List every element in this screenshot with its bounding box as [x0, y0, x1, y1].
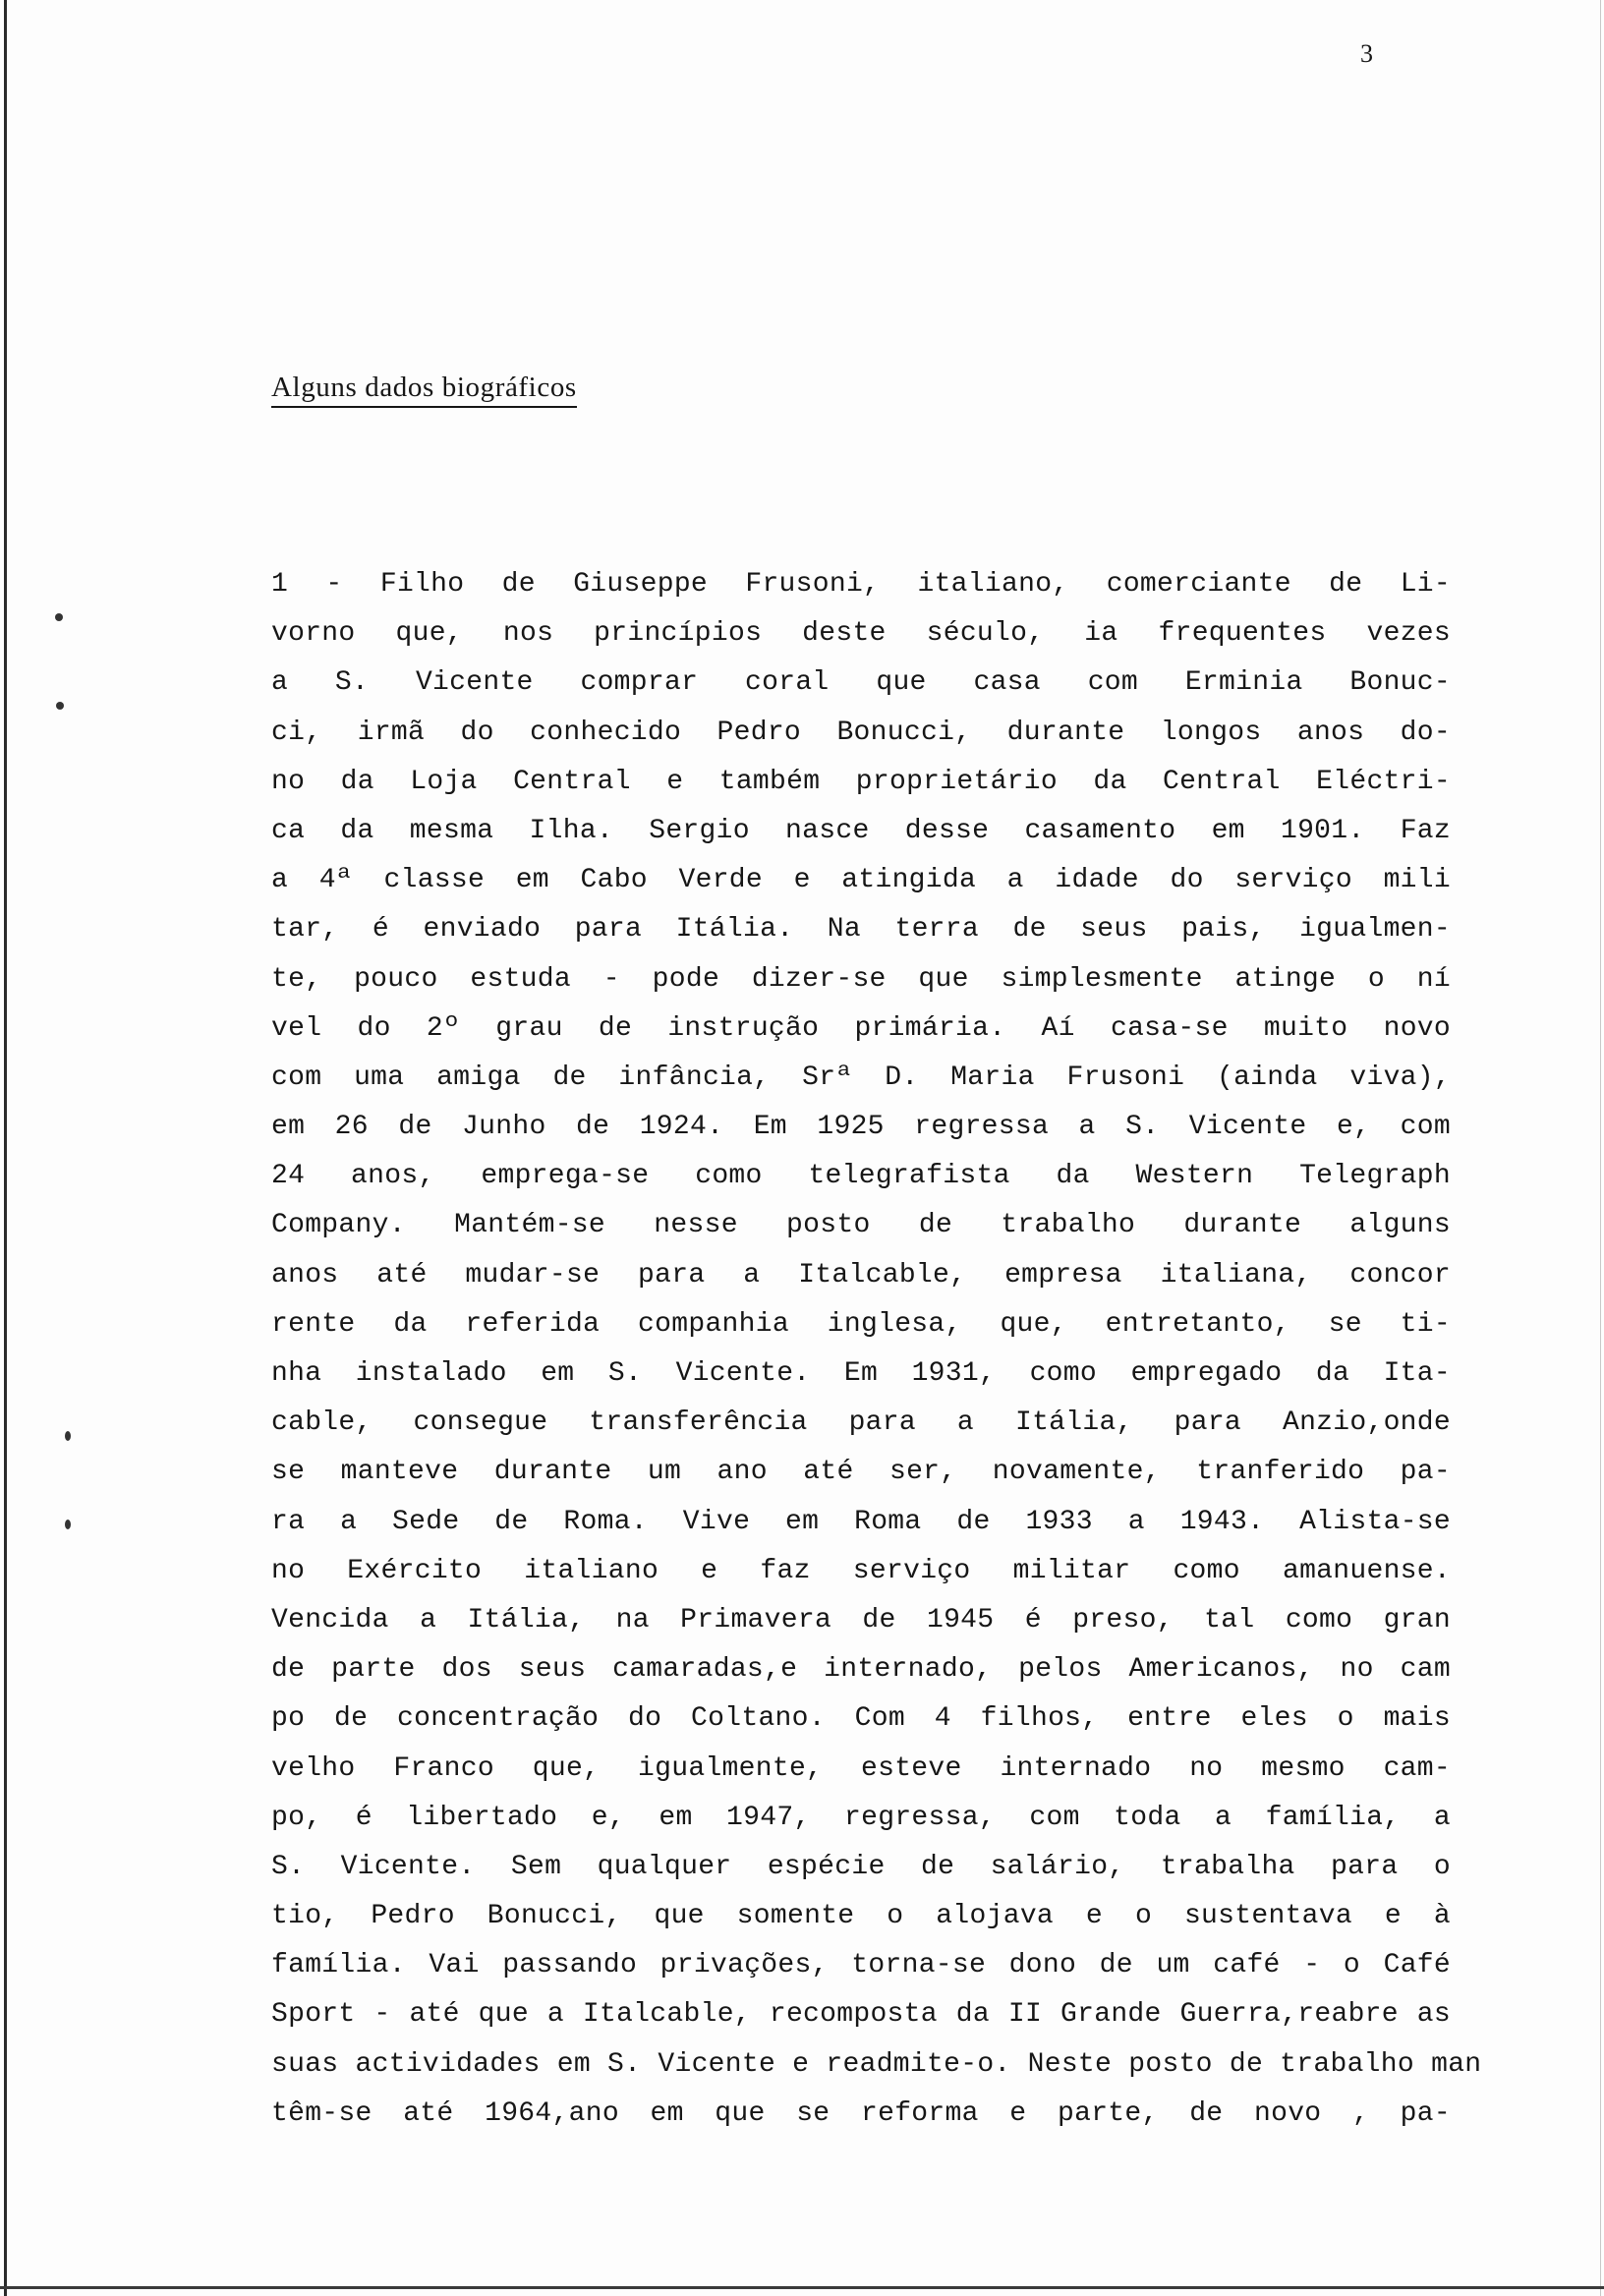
text-line: no da Loja Central e também proprietário da Central Eléctri-: [271, 766, 1451, 797]
text-line: S. Vicente. Sem qualquer espécie de salário, trabalha para o: [271, 1851, 1451, 1882]
text-line: po, é libertado e, em 1947, regressa, com toda a família, a: [271, 1802, 1451, 1833]
text-line: tar, é enviado para Itália. Na terra de seus pais, igualmen-: [271, 914, 1451, 946]
text-line: ca da mesma Ilha. Sergio nasce desse casamento em 1901. Faz: [271, 815, 1451, 846]
text-line: Vencida a Itália, na Primavera de 1945 é preso, tal como gran: [271, 1604, 1451, 1636]
text-line: Company. Mantém-se nesse posto de trabalho durante alguns: [271, 1210, 1451, 1241]
text-line: rente da referida companhia inglesa, que, entretanto, se ti-: [271, 1308, 1451, 1340]
text-line: a S. Vicente comprar coral que casa com Erminia Bonuc-: [271, 667, 1451, 699]
text-line: ra a Sede de Roma. Vive em Roma de 1933 a 1943. Alista-se: [271, 1506, 1451, 1537]
text-line: vel do 2º grau de instrução primária. Aí casa-se muito novo: [271, 1012, 1451, 1044]
text-line: Sport - até que a Italcable, recomposta da II Grande Guerra,reabre as: [271, 1999, 1451, 2031]
scan-speck: [55, 613, 63, 621]
text-line: tio, Pedro Bonucci, que somente o alojava e o sustentava e à: [271, 1901, 1451, 1932]
text-line: com uma amiga de infância, Srª D. Maria Frusoni (ainda viva),: [271, 1062, 1451, 1093]
text-line: suas actividades em S. Vicente e readmite-o. Neste posto de trabalho man: [271, 2048, 1482, 2080]
text-line: 1 - Filho de Giuseppe Frusoni, italiano, comerciante de Li-: [271, 569, 1451, 600]
text-line: família. Vai passando privações, torna-se dono de um café - o Café: [271, 1950, 1451, 1981]
text-line: vorno que, nos princípios deste século, ia frequentes vezes: [271, 618, 1451, 650]
text-line: anos até mudar-se para a Italcable, empresa italiana, concor: [271, 1259, 1451, 1291]
scan-right-edge: [1600, 0, 1601, 2296]
scan-speck: [65, 1431, 71, 1441]
text-line: nha instalado em S. Vicente. Em 1931, como empregado da Ita-: [271, 1358, 1451, 1389]
scan-speck: [65, 1520, 71, 1529]
text-line: 24 anos, emprega-se como telegrafista da Western Telegraph: [271, 1161, 1451, 1192]
text-line: velho Franco que, igualmente, esteve internado no mesmo cam-: [271, 1752, 1451, 1784]
text-line: a 4ª classe em Cabo Verde e atingida a idade do serviço mili: [271, 865, 1451, 896]
scan-bottom-edge: [0, 2286, 1604, 2289]
text-line: de parte dos seus camaradas,e internado, pelos Americanos, no cam: [271, 1654, 1451, 1686]
body-paragraph: [271, 560, 1482, 2139]
section-title: Alguns dados biográficos: [271, 370, 577, 408]
text-line: em 26 de Junho de 1924. Em 1925 regressa a S. Vicente e, com: [271, 1112, 1451, 1143]
page-number: 3: [1360, 39, 1373, 68]
text-line: no Exército italiano e faz serviço militar como amanuense.: [271, 1555, 1451, 1586]
text-line: ci, irmã do conhecido Pedro Bonucci, durante longos anos do-: [271, 717, 1451, 748]
scan-left-edge: [4, 0, 7, 2296]
text-line: cable, consegue transferência para a Itália, para Anzio,onde: [271, 1407, 1451, 1439]
text-line: têm-se até 1964,ano em que se reforma e parte, de novo , pa-: [271, 2097, 1451, 2129]
text-line: po de concentração do Coltano. Com 4 filhos, entre eles o mais: [271, 1703, 1451, 1735]
text-line: se manteve durante um ano até ser, novamente, tranferido pa-: [271, 1457, 1451, 1488]
text-line: te, pouco estuda - pode dizer-se que simplesmente atinge o ní: [271, 963, 1451, 995]
scan-speck: [56, 702, 64, 710]
